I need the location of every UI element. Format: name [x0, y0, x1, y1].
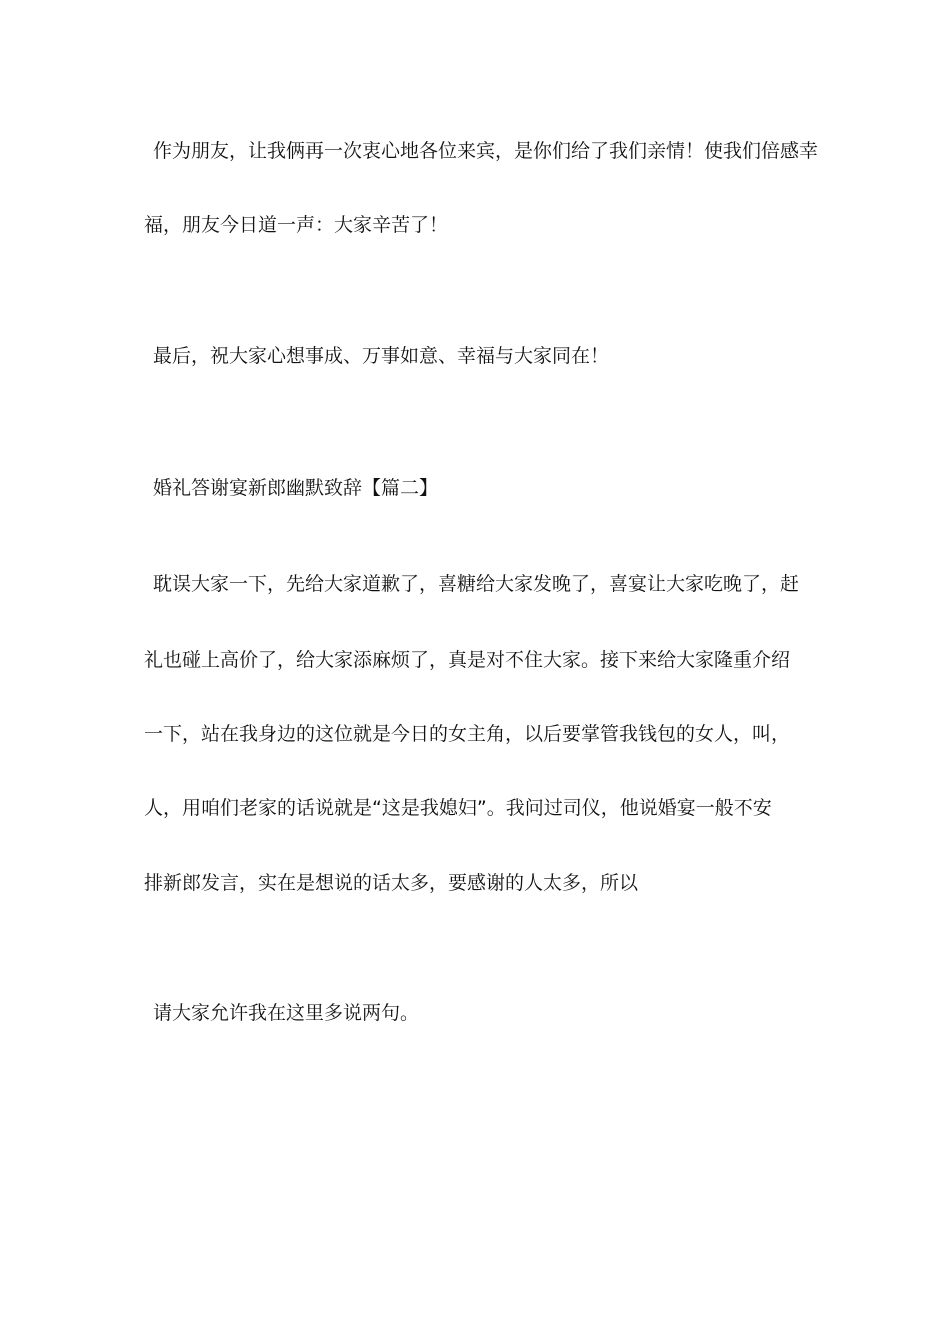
paragraph-1-line-2: 福，朋友今日道一声：大家辛苦了！ — [144, 214, 449, 236]
paragraph-3-line-1: 耽误大家一下，先给大家道歉了，喜糖给大家发晚了，喜宴让大家吃晚了，赶 — [153, 573, 800, 595]
section-heading: 婚礼答谢宴新郎幽默致辞【篇二】 — [153, 477, 439, 499]
paragraph-3-line-4: 人，用咱们老家的话说就是“这是我媳妇”。我问过司仪，他说婚宴一般不安 — [144, 797, 772, 819]
paragraph-1-line-1: 作为朋友，让我俩再一次衷心地各位来宾，是你们给了我们亲情！使我们倍感幸 — [153, 140, 819, 162]
paragraph-3-line-5: 排新郎发言，实在是想说的话太多，要感谢的人太多，所以 — [144, 872, 639, 894]
paragraph-4-line-1: 请大家允许我在这里多说两句。 — [153, 1002, 420, 1024]
paragraph-3-line-3: 一下，站在我身边的这位就是今日的女主角，以后要掌管我钱包的女人，叫， — [144, 723, 791, 745]
paragraph-2-line-1: 最后，祝大家心想事成、万事如意、幸福与大家同在！ — [153, 345, 610, 367]
paragraph-3-line-2: 礼也碰上高价了，给大家添麻烦了，真是对不住大家。接下来给大家隆重介绍 — [144, 649, 791, 671]
